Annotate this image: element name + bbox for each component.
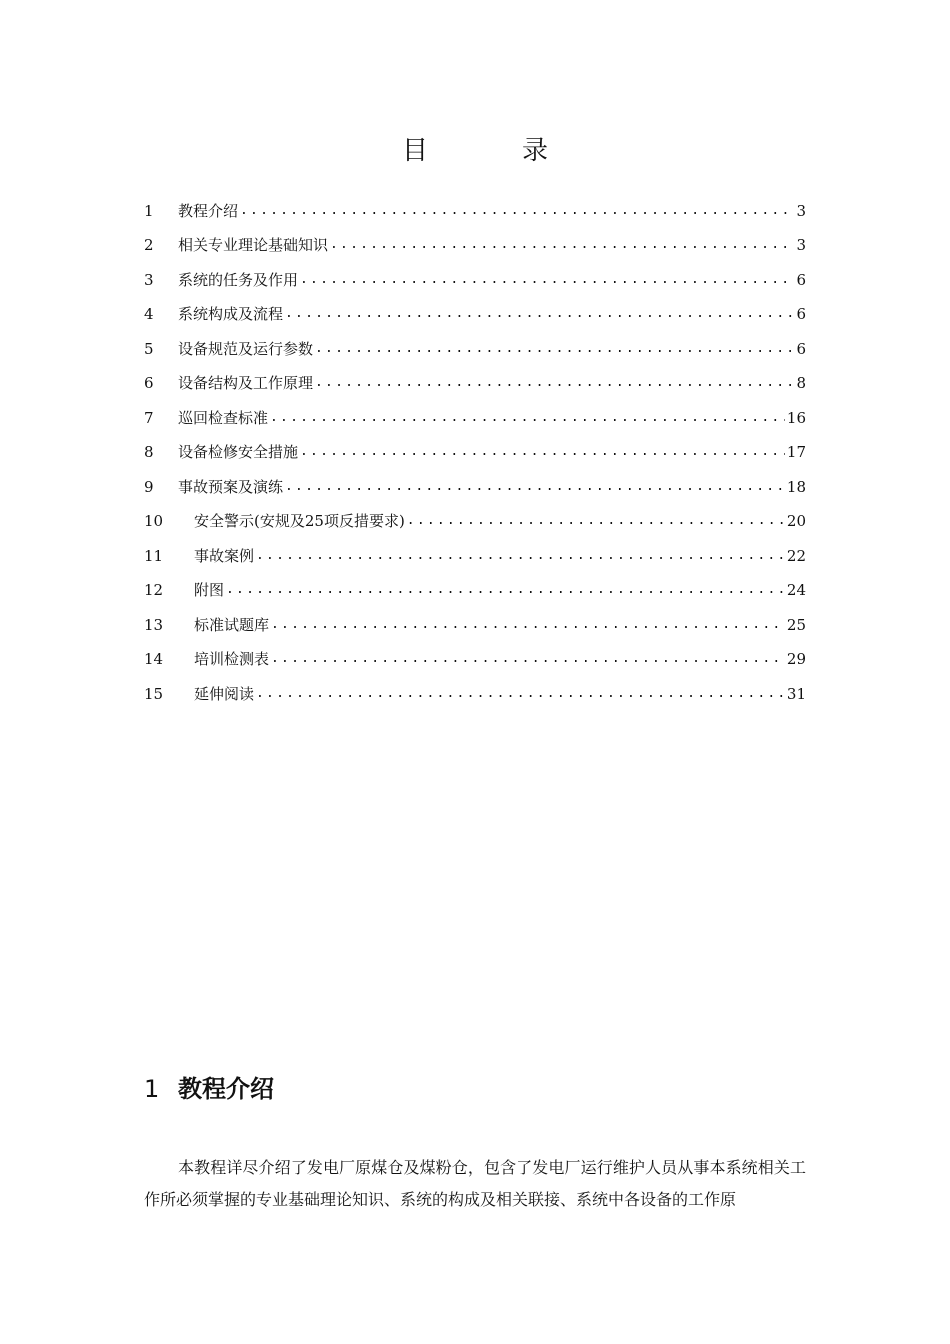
toc-dot-leader [256, 546, 785, 566]
toc-entry-title: 巡回检查标准 [178, 408, 269, 427]
toc-entry-number: 13 [144, 615, 164, 634]
toc-entry-page: 17 [786, 443, 806, 461]
toc-dot-leader [226, 580, 785, 600]
toc-entry[interactable] [144, 531, 806, 566]
toc-dot-leader [285, 477, 785, 497]
toc-entry-page: 18 [786, 477, 806, 496]
toc-entry[interactable] [144, 566, 806, 601]
toc-dot-leader [240, 201, 794, 221]
toc-entry-title: 系统构成及流程 [178, 305, 284, 323]
toc-entry[interactable] [144, 324, 806, 359]
toc-entry-number: 5 [144, 339, 154, 358]
toc-entry-page: 6 [796, 305, 806, 323]
toc-dot-leader [300, 442, 785, 462]
toc-entry-number: 10 [144, 512, 164, 530]
toc-entry-number: 7 [144, 408, 154, 427]
toc-entry-page: 3 [796, 236, 806, 254]
toc-entry-number: 9 [144, 477, 154, 496]
toc-entry[interactable] [144, 393, 806, 428]
toc-entry-page: 20 [786, 512, 806, 530]
toc-dot-leader [256, 684, 785, 704]
toc-entry-page: 16 [786, 408, 806, 427]
toc-entry-number: 1 [144, 201, 154, 220]
toc-entry-page: 25 [786, 615, 806, 634]
toc-dot-leader [330, 235, 794, 255]
toc-entry-title: 培训检测表 [194, 650, 270, 668]
toc-entry-number: 12 [144, 581, 164, 599]
toc-entry-number: 11 [144, 546, 164, 565]
toc-entry-title: 教程介绍 [178, 201, 239, 220]
toc-dot-leader [271, 615, 785, 635]
toc-entry-title: 事故案例 [194, 546, 255, 565]
toc-entry[interactable] [144, 497, 806, 532]
toc-dot-leader [315, 373, 794, 393]
toc-entry[interactable] [144, 221, 806, 256]
toc-entry[interactable] [144, 428, 806, 463]
toc-entry-page: 8 [796, 374, 806, 392]
section-number: 1 [144, 1075, 160, 1103]
toc-entry-page: 3 [796, 201, 806, 220]
toc-dot-leader [300, 270, 794, 290]
toc-dot-leader [285, 304, 794, 324]
toc-entry[interactable] [144, 462, 806, 497]
toc-entry-title: 安全警示(安规及25项反措要求) [194, 512, 405, 530]
toc-entry-title: 附图 [194, 581, 225, 599]
toc-entry-number: 6 [144, 374, 154, 392]
toc-entry-title: 设备结构及工作原理 [178, 374, 314, 392]
toc-entry[interactable] [144, 635, 806, 670]
toc-entry-number: 15 [144, 684, 164, 703]
toc-entry-page: 22 [786, 546, 806, 565]
toc-entry[interactable] [144, 669, 806, 704]
toc-entry-title: 标准试题库 [194, 615, 270, 634]
toc-entry-title: 延伸阅读 [194, 684, 255, 703]
toc-entry-number: 4 [144, 305, 154, 323]
toc-entry-number: 2 [144, 236, 154, 254]
section-heading [144, 1072, 274, 1106]
toc-entry[interactable] [144, 186, 806, 221]
toc-dot-leader [271, 649, 785, 669]
toc-entry[interactable] [144, 290, 806, 325]
toc-entry-title: 事故预案及演练 [178, 477, 284, 496]
toc-entry-page: 24 [786, 581, 806, 599]
section-title: 教程介绍 [178, 1075, 274, 1103]
toc-entry-title: 相关专业理论基础知识 [178, 236, 329, 254]
toc-dot-leader [315, 339, 794, 359]
section-body-paragraph: 本教程详尽介绍了发电厂原煤仓及煤粉仓，包含了发电厂运行维护人员从事本系统相关工作所必须掌握的专业基础理论知识、系统的构成及相关联接、系统中各设备的工作原 [144, 1158, 806, 1209]
toc-entry-number: 8 [144, 443, 154, 461]
toc-entry-number: 14 [144, 650, 164, 668]
toc-entry-page: 6 [796, 339, 806, 358]
toc-entry-title: 设备规范及运行参数 [178, 339, 314, 358]
toc-entry-page: 29 [786, 650, 806, 668]
toc-entry-title: 系统的任务及作用 [178, 270, 299, 289]
toc-entry-page: 6 [796, 270, 806, 289]
toc-dot-leader [270, 408, 785, 428]
toc-entry-number: 3 [144, 270, 154, 289]
toc-dot-leader [407, 511, 785, 531]
toc-entry[interactable] [144, 359, 806, 394]
toc-title: 目 录 [401, 136, 582, 166]
toc-entry-title: 设备检修安全措施 [178, 443, 299, 461]
toc-entry[interactable] [144, 255, 806, 290]
toc-entry-page: 31 [786, 684, 806, 703]
table-of-contents [144, 186, 806, 704]
toc-entry[interactable] [144, 600, 806, 635]
